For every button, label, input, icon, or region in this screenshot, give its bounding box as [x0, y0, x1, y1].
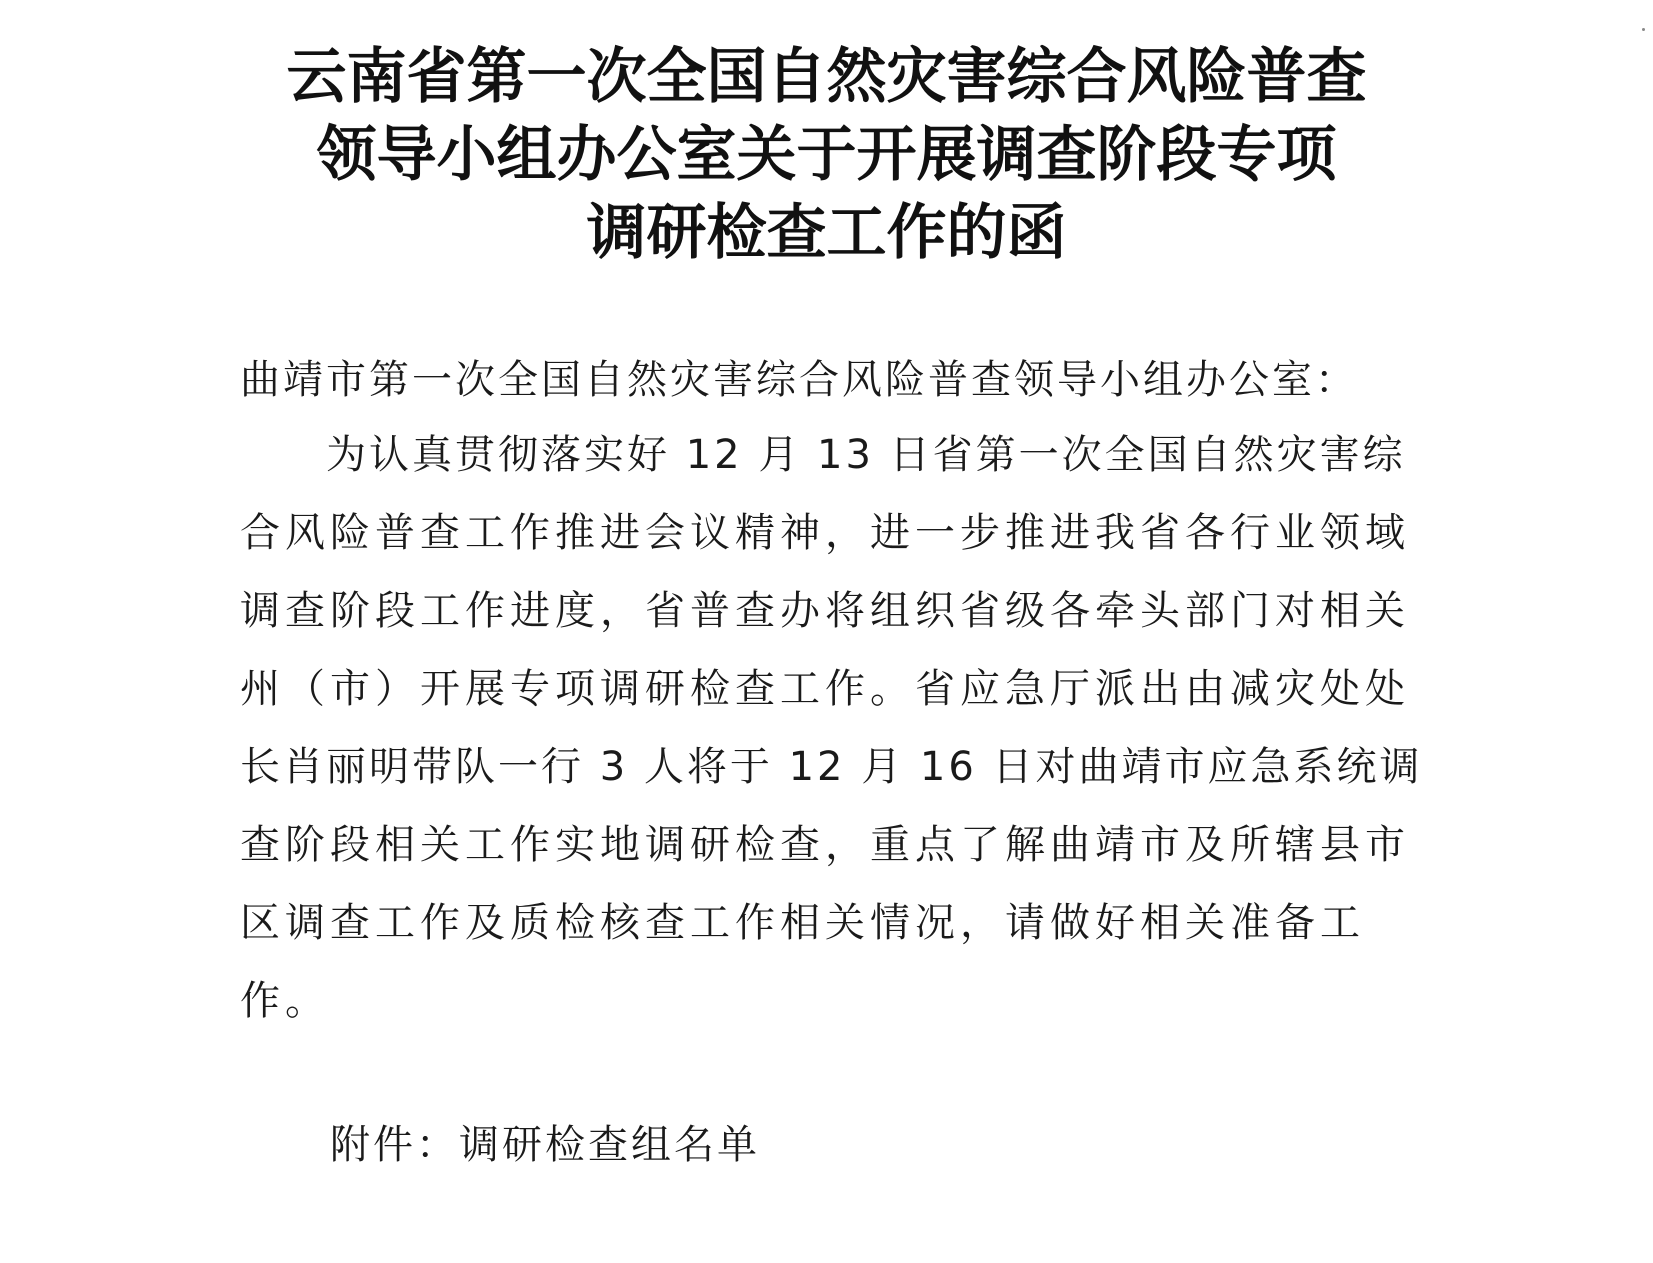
body-line-7: 区调查工作及质检核查工作相关情况，请做好相关准备工: [240, 900, 1365, 946]
body-line-6: 查阶段相关工作实地调研检查，重点了解曲靖市及所辖县市: [240, 822, 1410, 868]
body-line-2: 合风险普查工作推进会议精神，进一步推进我省各行业领域: [240, 510, 1410, 556]
document-title: [0, 38, 1653, 272]
title-line-1: 云南省第一次全国自然灾害综合风险普查: [286, 42, 1367, 112]
body-line-8: 作。: [240, 978, 330, 1024]
body-line-1: 为认真贯彻落实好 12 月 13 日省第一次全国自然灾害综: [240, 432, 1406, 478]
scan-speck: [1642, 28, 1645, 31]
title-line-2: 领导小组办公室关于开展调查阶段专项: [316, 120, 1337, 190]
title-line-3: 调研检查工作的函: [586, 198, 1067, 268]
addressee: 曲靖市第一次全国自然灾害综合风险普查领导小组办公室：: [240, 357, 1358, 403]
body-line-5: 长肖丽明带队一行 3 人将于 12 月 16 日对曲靖市应急系统调: [240, 744, 1423, 790]
attachment-line: 附件：调研检查组名单: [330, 1122, 760, 1168]
body-line-4: 州（市）开展专项调研检查工作。省应急厅派出由减灾处处: [240, 666, 1410, 712]
body-line-3: 调查阶段工作进度，省普查办将组织省级各牵头部门对相关: [240, 588, 1410, 634]
